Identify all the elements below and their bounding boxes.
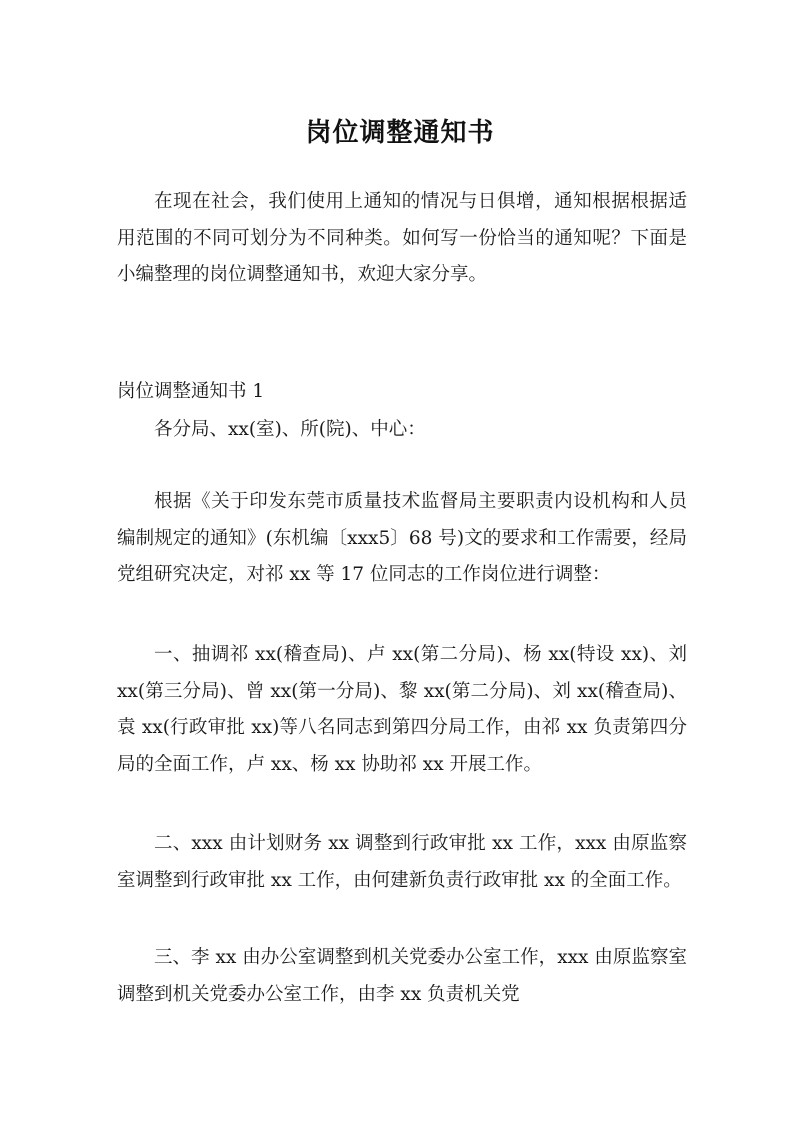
document-title: 岗位调整通知书 xyxy=(305,118,495,149)
adjustment-item-1: 一、抽调祁 xx(稽查局)、卢 xx(第二分局)、杨 xx(特设 xx)、刘 xx(第三分局)、曾 xx(第一分局)、黎 xx(第二分局)、刘 xx(稽查局)、袁 xx(行政审批 xx)等八名同志到第四分局工作，由祁 xx 负责第四分局的全面工作，卢 xx、杨 xx 协助祁 xx 开展工作。 xyxy=(117,644,687,775)
basis-paragraph: 根据《关于印发东莞市质量技术监督局主要职责内设机构和人员编制规定的通知》(东机编〔xxx5〕68 号)文的要求和工作需要，经局党组研究决定，对祁 xx 等 17 位同志的工作岗位进行调整： xyxy=(117,491,687,585)
adjustment-item-3: 三、李 xx 由办公室调整到机关党委办公室工作，xxx 由原监察室调整到机关党委办公室工作，由李 xx 负责机关党 xyxy=(117,947,687,1005)
salutation: 各分局、xx(室)、所(院)、中心： xyxy=(154,419,426,440)
adjustment-item-2: 二、xxx 由计划财务 xx 调整到行政审批 xx 工作，xxx 由原监察室调整到行政审批 xx 工作，由何建新负责行政审批 xx 的全面工作。 xyxy=(117,833,687,891)
intro-paragraph: 在现在社会，我们使用上通知的情况与日俱增，通知根据根据适用范围的不同可划分为不同种类。如何写一份恰当的通知呢？下面是小编整理的岗位调整通知书，欢迎大家分享。 xyxy=(117,191,687,285)
section-heading: 岗位调整通知书 1 xyxy=(117,381,265,402)
